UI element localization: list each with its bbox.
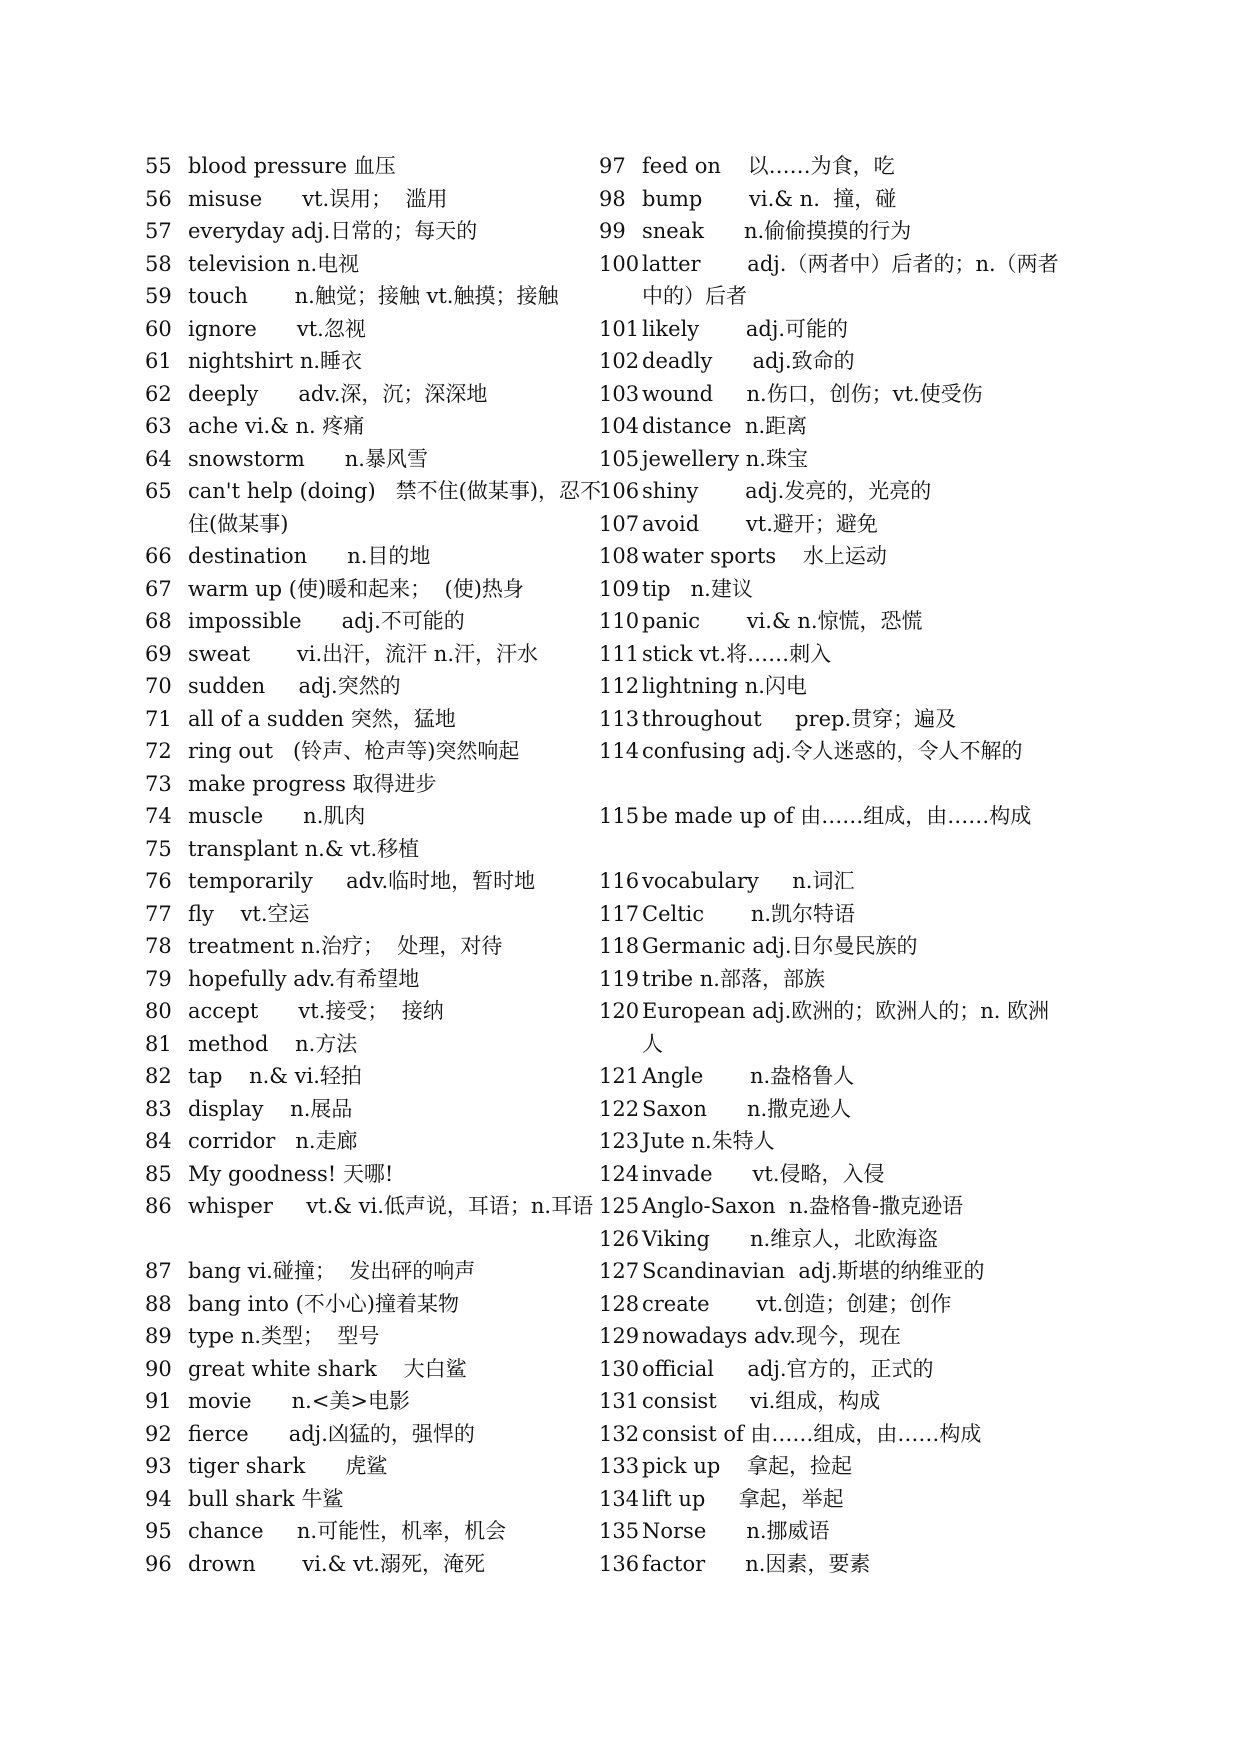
vocab-entry xyxy=(599,150,1062,183)
vocab-entry xyxy=(599,1418,1062,1451)
entry-text: warm up (使)暖和起来； (使)热身 xyxy=(188,576,524,601)
entry-number: 79 xyxy=(145,966,172,991)
entry-number: 102 xyxy=(599,349,640,373)
entry-text: chance n.可能性，机率，机会 xyxy=(188,1519,507,1543)
vocab-entry xyxy=(145,638,608,671)
vocab-entry xyxy=(145,1190,608,1223)
vocab-entry xyxy=(145,410,608,443)
entry-text: wound n.伤口，创伤；vt.使受伤 xyxy=(642,381,983,406)
vocab-entry xyxy=(599,410,1062,443)
vocab-entry xyxy=(599,1255,1062,1288)
entry-number: 133 xyxy=(599,1454,640,1478)
entry-number: 70 xyxy=(145,674,172,698)
entry-text: all of a sudden 突然，猛地 xyxy=(188,706,456,731)
entry-text: deeply adv.深，沉；深深地 xyxy=(188,381,488,406)
entry-text: vocabulary n.词汇 xyxy=(642,869,855,893)
vocab-entry xyxy=(145,573,608,606)
entry-number: 123 xyxy=(599,1129,640,1153)
entry-text: be made up of 由……组成，由……构成 xyxy=(642,804,1032,828)
entry-number: 93 xyxy=(145,1454,172,1478)
entry-number: 87 xyxy=(145,1259,172,1283)
entry-number: 55 xyxy=(145,154,172,178)
vocab-entry xyxy=(599,1158,1062,1191)
vocab-entry xyxy=(599,1515,1062,1548)
vocab-entry xyxy=(145,1255,608,1288)
entry-text: method n.方法 xyxy=(188,1031,358,1056)
entry-number: 118 xyxy=(599,934,640,958)
vocab-entry xyxy=(145,215,608,248)
entry-number: 67 xyxy=(145,576,172,601)
vocab-entry xyxy=(599,248,1062,313)
entry-text: movie n.<美>电影 xyxy=(188,1389,411,1413)
entry-text: misuse vt.误用； 滥用 xyxy=(188,186,448,211)
entry-text: nowadays adv.现今，现在 xyxy=(642,1324,901,1348)
entry-text: jewellery n.珠宝 xyxy=(642,446,808,471)
vocab-entry xyxy=(145,963,608,996)
entry-text: lift up 拿起，举起 xyxy=(642,1486,844,1511)
vocab-entry xyxy=(599,573,1062,606)
entry-number: 86 xyxy=(145,1194,172,1218)
entry-number: 71 xyxy=(145,706,172,731)
entry-number: 82 xyxy=(145,1064,172,1088)
vocab-entry xyxy=(599,183,1062,216)
entry-number: 85 xyxy=(145,1161,172,1186)
entry-number: 125 xyxy=(599,1194,640,1218)
entry-text: fierce adj.凶猛的，强悍的 xyxy=(188,1421,475,1446)
entry-text: Scandinavian adj.斯堪的纳维亚的 xyxy=(642,1259,985,1283)
entry-number: 80 xyxy=(145,999,172,1023)
entry-text: distance n.距离 xyxy=(642,414,808,438)
vocab-entry xyxy=(145,800,608,833)
entry-number: 108 xyxy=(599,544,640,568)
entry-text: corridor n.走廊 xyxy=(188,1129,358,1153)
vocab-entry xyxy=(599,1320,1062,1353)
entry-number: 117 xyxy=(599,901,640,926)
vocab-entry xyxy=(145,1385,608,1418)
entry-text: display n.展品 xyxy=(188,1096,353,1121)
vocab-entry xyxy=(145,1548,608,1581)
entry-number: 113 xyxy=(599,706,640,731)
entry-number: 105 xyxy=(599,446,640,471)
entry-text: stick vt.将……刺入 xyxy=(642,641,832,666)
entry-text: impossible adj.不可能的 xyxy=(188,609,465,633)
entry-number: 77 xyxy=(145,901,172,926)
vocab-entry xyxy=(599,1190,1062,1223)
entry-number: 94 xyxy=(145,1486,172,1511)
entry-number: 103 xyxy=(599,381,640,406)
vocab-entry xyxy=(599,930,1062,963)
vocab-entry xyxy=(145,280,608,313)
entry-number: 131 xyxy=(599,1389,640,1413)
entry-number: 60 xyxy=(145,316,172,341)
entry-text: ignore vt.忽视 xyxy=(188,316,366,341)
vocab-entry xyxy=(599,1125,1062,1158)
entry-number: 111 xyxy=(599,641,640,666)
entry-text: Jute n.朱特人 xyxy=(642,1129,775,1153)
entry-number: 81 xyxy=(145,1031,172,1056)
vocab-entry xyxy=(145,378,608,411)
entry-text: official adj.官方的，正式的 xyxy=(642,1356,934,1381)
vocab-entry xyxy=(599,1060,1062,1093)
entry-number: 56 xyxy=(145,186,172,211)
entry-number: 89 xyxy=(145,1324,172,1348)
entry-number: 119 xyxy=(599,966,640,991)
blank-line xyxy=(188,1223,608,1256)
entry-text: shiny adj.发亮的，光亮的 xyxy=(642,479,932,503)
entry-text: consist vi.组成，构成 xyxy=(642,1389,881,1413)
blank-line xyxy=(642,833,1062,866)
vocabulary-column-left xyxy=(145,150,608,1580)
vocab-entry xyxy=(599,1450,1062,1483)
vocab-entry xyxy=(599,1223,1062,1256)
entry-number: 134 xyxy=(599,1486,640,1511)
vocab-entry xyxy=(145,443,608,476)
vocabulary-column-right xyxy=(599,150,1062,1580)
vocab-entry xyxy=(145,1320,608,1353)
entry-number: 74 xyxy=(145,804,172,828)
entry-number: 110 xyxy=(599,609,640,633)
entry-text: consist of 由……组成，由……构成 xyxy=(642,1421,982,1446)
entry-text: type n.类型； 型号 xyxy=(188,1324,380,1348)
vocab-entry xyxy=(599,508,1062,541)
entry-number: 135 xyxy=(599,1519,640,1543)
vocab-entry xyxy=(145,865,608,898)
entry-text: panic vi.& n.惊慌，恐慌 xyxy=(642,609,923,633)
vocab-entry xyxy=(145,768,608,801)
vocab-entry xyxy=(599,443,1062,476)
entry-number: 98 xyxy=(599,186,626,211)
entry-text: destination n.目的地 xyxy=(188,544,431,568)
entry-number: 75 xyxy=(145,836,172,861)
entry-number: 63 xyxy=(145,414,172,438)
entry-text: great white shark 大白鲨 xyxy=(188,1356,467,1381)
entry-number: 64 xyxy=(145,446,172,471)
entry-number: 65 xyxy=(145,479,172,503)
entry-text: tiger shark 虎鲨 xyxy=(188,1454,388,1478)
entry-text: water sports 水上运动 xyxy=(642,544,887,568)
vocab-entry xyxy=(599,378,1062,411)
entry-number: 99 xyxy=(599,219,626,243)
vocab-entry xyxy=(145,248,608,281)
vocab-entry xyxy=(599,963,1062,996)
entry-number: 78 xyxy=(145,934,172,958)
entry-number: 115 xyxy=(599,804,640,828)
vocab-entry xyxy=(145,703,608,736)
vocab-entry xyxy=(145,540,608,573)
entry-text: touch n.触觉；接触 vt.触摸；接触 xyxy=(188,284,559,308)
entry-text: ache vi.& n. 疼痛 xyxy=(188,414,365,438)
vocab-entry xyxy=(599,1483,1062,1516)
entry-text: tap n.& vi.轻拍 xyxy=(188,1064,362,1088)
vocab-entry xyxy=(599,1548,1062,1581)
vocab-entry xyxy=(599,345,1062,378)
entry-text: blood pressure 血压 xyxy=(188,154,396,178)
entry-number: 68 xyxy=(145,609,172,633)
entry-text: pick up 拿起，捡起 xyxy=(642,1454,852,1478)
entry-text: nightshirt n.睡衣 xyxy=(188,349,363,373)
vocab-entry xyxy=(145,1483,608,1516)
vocab-entry xyxy=(145,183,608,216)
entry-text: confusing adj.令人迷惑的，令人不解的 xyxy=(642,739,1023,763)
entry-number: 88 xyxy=(145,1291,172,1316)
vocab-entry xyxy=(145,150,608,183)
entry-text: can't help (doing) 禁不住(做某事)，忍不住(做某事) xyxy=(188,479,602,536)
entry-text: Anglo-Saxon n.盎格鲁-撒克逊语 xyxy=(642,1194,964,1218)
entry-number: 92 xyxy=(145,1421,172,1446)
vocab-entry xyxy=(599,995,1062,1060)
entry-number: 116 xyxy=(599,869,640,893)
vocab-entry xyxy=(599,1353,1062,1386)
entry-text: create vt.创造；创建；创作 xyxy=(642,1291,952,1316)
vocab-entry xyxy=(145,930,608,963)
entry-text: whisper vt.& vi.低声说，耳语；n.耳语 xyxy=(188,1194,594,1218)
entry-text: tip n.建议 xyxy=(642,576,753,601)
entry-number: 83 xyxy=(145,1096,172,1121)
entry-number: 96 xyxy=(145,1551,172,1576)
vocab-entry xyxy=(145,1450,608,1483)
entry-text: feed on 以……为食，吃 xyxy=(642,154,895,178)
entry-number: 128 xyxy=(599,1291,640,1316)
vocab-entry xyxy=(145,1515,608,1548)
entry-number: 101 xyxy=(599,316,640,341)
entry-number: 104 xyxy=(599,414,640,438)
entry-text: European adj.欧洲的；欧洲人的；n. 欧洲人 xyxy=(642,999,1050,1056)
vocab-entry xyxy=(599,898,1062,931)
entry-number: 122 xyxy=(599,1096,640,1121)
vocab-entry xyxy=(145,1125,608,1158)
entry-text: Angle n.盎格鲁人 xyxy=(642,1064,855,1088)
entry-number: 58 xyxy=(145,251,172,276)
entry-text: Viking n.维京人，北欧海盗 xyxy=(642,1226,939,1251)
vocab-entry xyxy=(599,670,1062,703)
entry-number: 62 xyxy=(145,381,172,406)
entry-text: deadly adj.致命的 xyxy=(642,349,855,373)
entry-number: 61 xyxy=(145,349,172,373)
vocab-entry xyxy=(599,605,1062,638)
entry-text: Saxon n.撒克逊人 xyxy=(642,1096,852,1121)
vocab-entry xyxy=(145,995,608,1028)
entry-number: 120 xyxy=(599,999,640,1023)
vocab-entry xyxy=(145,1028,608,1061)
entry-text: lightning n.闪电 xyxy=(642,674,807,698)
entry-text: drown vi.& vt.溺死，淹死 xyxy=(188,1551,485,1576)
vocab-entry xyxy=(599,1385,1062,1418)
blank-line xyxy=(642,768,1062,801)
vocab-entry xyxy=(145,1418,608,1451)
entry-text: avoid vt.避开；避免 xyxy=(642,511,878,536)
vocab-entry xyxy=(145,898,608,931)
entry-text: treatment n.治疗； 处理，对待 xyxy=(188,934,503,958)
vocab-entry xyxy=(145,1288,608,1321)
vocab-entry xyxy=(145,735,608,768)
entry-text: sweat vi.出汗，流汗 n.汗，汗水 xyxy=(188,641,538,666)
entry-text: bull shark 牛鲨 xyxy=(188,1486,344,1511)
entry-number: 109 xyxy=(599,576,640,601)
entry-number: 84 xyxy=(145,1129,172,1153)
vocab-entry xyxy=(145,475,608,540)
entry-text: transplant n.& vt.移植 xyxy=(188,836,420,861)
entry-number: 106 xyxy=(599,479,640,503)
vocab-entry xyxy=(599,313,1062,346)
entry-number: 97 xyxy=(599,154,626,178)
vocab-entry xyxy=(599,735,1062,768)
entry-number: 124 xyxy=(599,1161,640,1186)
entry-text: invade vt.侵略，入侵 xyxy=(642,1161,885,1186)
entry-text: factor n.因素，要素 xyxy=(642,1551,871,1576)
entry-number: 136 xyxy=(599,1551,640,1576)
entry-text: muscle n.肌肉 xyxy=(188,804,366,828)
entry-number: 66 xyxy=(145,544,172,568)
entry-text: snowstorm n.暴风雪 xyxy=(188,446,428,471)
vocab-entry xyxy=(599,800,1062,833)
entry-number: 100 xyxy=(599,251,640,276)
entry-text: make progress 取得进步 xyxy=(188,771,437,796)
entry-number: 114 xyxy=(599,739,640,763)
entry-number: 72 xyxy=(145,739,172,763)
entry-number: 57 xyxy=(145,219,172,243)
entry-number: 112 xyxy=(599,674,640,698)
entry-number: 59 xyxy=(145,284,172,308)
vocab-entry xyxy=(599,540,1062,573)
entry-text: throughout prep.贯穿；遍及 xyxy=(642,706,957,731)
entry-number: 121 xyxy=(599,1064,640,1088)
entry-text: sudden adj.突然的 xyxy=(188,674,401,698)
entry-text: everyday adj.日常的；每天的 xyxy=(188,219,478,243)
vocab-entry xyxy=(145,1093,608,1126)
entry-text: My goodness! 天哪! xyxy=(188,1161,394,1186)
entry-text: accept vt.接受； 接纳 xyxy=(188,999,444,1023)
vocab-entry xyxy=(145,670,608,703)
entry-text: ring out (铃声、枪声等)突然响起 xyxy=(188,739,520,763)
entry-number: 130 xyxy=(599,1356,640,1381)
vocab-entry xyxy=(599,475,1062,508)
vocab-entry xyxy=(145,605,608,638)
entry-text: bang vi.碰撞； 发出砰的响声 xyxy=(188,1259,476,1283)
entry-text: Germanic adj.日尔曼民族的 xyxy=(642,934,918,958)
vocab-entry xyxy=(599,215,1062,248)
vocab-entry xyxy=(145,1060,608,1093)
entry-text: fly vt.空运 xyxy=(188,901,310,926)
entry-number: 90 xyxy=(145,1356,172,1381)
vocab-entry xyxy=(599,1288,1062,1321)
vocab-entry xyxy=(599,638,1062,671)
vocab-entry xyxy=(599,1093,1062,1126)
entry-number: 95 xyxy=(145,1519,172,1543)
entry-text: Norse n.挪威语 xyxy=(642,1519,830,1543)
vocab-entry xyxy=(145,345,608,378)
entry-text: tribe n.部落，部族 xyxy=(642,966,825,991)
entry-text: bump vi.& n. 撞，碰 xyxy=(642,186,897,211)
vocab-entry xyxy=(145,1353,608,1386)
entry-text: hopefully adv.有希望地 xyxy=(188,966,420,991)
entry-number: 76 xyxy=(145,869,172,893)
entry-text: television n.电视 xyxy=(188,251,360,276)
entry-number: 69 xyxy=(145,641,172,666)
entry-number: 129 xyxy=(599,1324,640,1348)
entry-text: Celtic n.凯尔特语 xyxy=(642,901,856,926)
entry-number: 132 xyxy=(599,1421,640,1446)
entry-text: sneak n.偷偷摸摸的行为 xyxy=(642,219,912,243)
entry-text: bang into (不小心)撞着某物 xyxy=(188,1291,459,1316)
entry-number: 73 xyxy=(145,771,172,796)
entry-number: 127 xyxy=(599,1259,640,1283)
entry-number: 91 xyxy=(145,1389,172,1413)
entry-number: 126 xyxy=(599,1226,640,1251)
vocab-entry xyxy=(145,313,608,346)
vocab-entry xyxy=(599,703,1062,736)
vocab-entry xyxy=(145,833,608,866)
entry-text: temporarily adv.临时地，暂时地 xyxy=(188,869,536,893)
vocab-entry xyxy=(145,1158,608,1191)
entry-text: latter adj.（两者中）后者的；n.（两者中的）后者 xyxy=(642,251,1059,308)
vocab-entry xyxy=(599,865,1062,898)
entry-number: 107 xyxy=(599,511,640,536)
entry-text: likely adj.可能的 xyxy=(642,316,849,341)
